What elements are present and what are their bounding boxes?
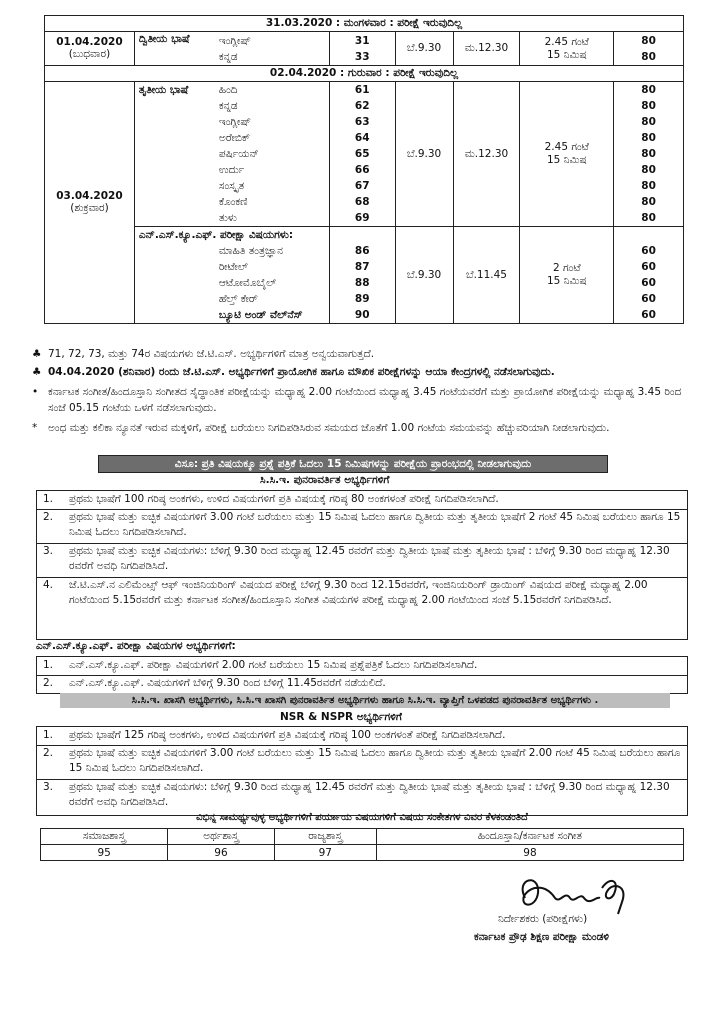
code-cell [329, 82, 395, 227]
alternate-codes-table [40, 828, 684, 861]
code-cell: 96 [168, 845, 274, 861]
subject-name: ಪರ್ಷಿಯನ್ [218, 148, 259, 160]
subject-name: ಆಟೋಮೊಬೈಲ್ [218, 277, 277, 289]
list-item: 2. ಪ್ರಥಮ ಭಾಷೆ ಮತ್ತು ಐಚ್ಛಿಕ ವಿಷಯಗಳಿಗೆ 3.00 ಗಂಟೆ ಬರೆಯಲು ಮತ್ತು 15 ನಿಮಿಷ ಓದಲು ಹಾಗೂ ದ್ವಿತೀಯ ಮತ್ತು ತೃತೀಯ ಭಾಷೆಗೆ 2.00 ಗಂಟೆ 45 ನಿಮಿಷ ಬರೆಯಲು ಹಾಗೂ 15 ನಿಮಿಷ ಓದಲು ನಿಗದಿಪಡಿಸಲಾಗಿದೆ. [37, 745, 687, 778]
nsqf-heading: ಎನ್.ಎಸ್.ಕ್ಯೂ.ಎಫ್. ಪರೀಕ್ಷಾ ವಿಷಯಗಳ ಅಭ್ಯರ್ಥಿಗಳಿಗೆ: [36, 640, 236, 652]
subject-code: 67 [354, 180, 370, 192]
header-cell: ಸಮಾಜಶಾಸ್ತ್ರ [41, 829, 168, 845]
subject-code: 33 [354, 50, 370, 63]
list-item: 3. ಪ್ರಥಮ ಭಾಷೆ ಮತ್ತು ಐಚ್ಛಿಕ ವಿಷಯಗಳು: ಬೆಳಿಗ್ಗೆ 9.30 ರಿಂದ ಮಧ್ಯಾಹ್ನ 12.45 ರವರೆಗೆ ಮತ್ತು ದ್ವಿತೀಯ ಭಾಷೆ ಮತ್ತು ತೃತೀಯ ಭಾಷೆ : ಬೆಳಿಗ್ಗೆ 9.30 ರಿಂದ ಮಧ್ಯಾಹ್ನ 12.30 ರವರೆಗೆ ಅವಧಿ ನಿಗದಿಪಡಿಸಿದೆ. [37, 543, 687, 576]
subject-code: 90 [354, 309, 370, 321]
note-text: ಕರ್ನಾಟಕ ಸಂಗೀತ/ಹಿಂದೂಸ್ತಾನಿ ಸಂಗೀತದ ಸೈದ್ಧಾಂತಿಕ ಪರೀಕ್ಷೆಯನ್ನು ಮಧ್ಯಾಹ್ನ 2.00 ಗಂಟೆಯಿಂದ ಮಧ್ಯಾಹ್ನ 3.45 ಗಂಟೆಯವರೆಗೆ ಮತ್ತು ಪ್ರಾಯೋಗಿಕ ಪರೀಕ್ಷೆಯನ್ನು ಮಧ್ಯಾಹ್ನ 3.45 ರಿಂದ ಸಂಜೆ 05.15 ಗಂಟೆಯ ಒಳಗೆ ನಡೆಸಲಾಗುವುದು. [48, 386, 682, 414]
subject-name: ಕೊಂಕಣಿ [218, 196, 248, 208]
max-marks: 80 [641, 34, 656, 47]
list-item: 2. ಎನ್.ಎಸ್.ಕ್ಯೂ.ಎಫ್. ವಿಷಯಗಳಿಗೆ ಬೆಳಿಗ್ಗೆ 9.30 ರಿಂದ ಬೆಳಿಗ್ಗೆ 11.45ರವರೆಗೆ ನಡೆಯಲಿದೆ. [37, 675, 687, 692]
note-2 [32, 364, 692, 380]
subject-code: 31 [354, 34, 370, 47]
subject-name: ಮಾಹಿತಿ ತಂತ್ರಜ್ಞಾನ [218, 245, 284, 257]
marks-cell [614, 82, 684, 227]
max-marks: 80 [641, 196, 656, 208]
note-1 [32, 346, 692, 362]
weekday-text: (ಬುಧವಾರ) [68, 48, 111, 60]
start-time: ಬೆ.9.30 [395, 82, 453, 227]
no-exam-day-02-04: 02.04.2020 : ಗುರುವಾರ : ಪರೀಕ್ಷೆ ಇರುವುದಿಲ್ಲ [45, 66, 684, 82]
max-marks: 60 [641, 309, 656, 321]
code-cell [329, 227, 395, 324]
exam-timetable [44, 15, 684, 324]
note-text: ಅಂಧ ಮತ್ತು ಕಲಿಕಾ ನ್ಯೂನತೆ ಇರುವ ಮಕ್ಕಳಿಗೆ, ಪರೀಕ್ಷೆ ಬರೆಯಲು ನಿಗದಿಪಡಿಸಿರುವ ಸಮಯದ ಜೊತೆಗೆ 1.00 ಗಂಟೆಯ ಸಮಯವನ್ನು ಹೆಚ್ಚುವರಿಯಾಗಿ ನೀಡಲಾಗುವುದು. [48, 422, 610, 434]
subject-name: ಇಂಗ್ಲೀಷ್ [218, 34, 251, 47]
subject-name: ಕನ್ನಡ [218, 50, 238, 63]
duration-cell [520, 227, 614, 324]
bullet-icon: • [32, 386, 39, 398]
max-marks: 80 [641, 164, 656, 176]
header-cell: ರಾಜ್ಯಶಾಸ್ತ್ರ [274, 829, 376, 845]
signatory-title: ನಿರ್ದೇಶಕರು (ಪರೀಕ್ಷೆಗಳು) [498, 913, 588, 925]
exam-date-01-04 [45, 32, 135, 66]
group-title: ಎನ್.ಎಸ್.ಕ್ಯೂ.ಎಫ್. ಪರೀಕ್ಷಾ ವಿಷಯಗಳು: [138, 229, 294, 241]
duration-cell [520, 82, 614, 227]
subject-code: 61 [354, 84, 370, 96]
list-item: 1. ಎನ್.ಎಸ್.ಕ್ಯೂ.ಎಫ್. ಪರೀಕ್ಷಾ ವಿಷಯಗಳಿಗೆ 2.00 ಗಂಟೆ ಬರೆಯಲು 15 ನಿಮಿಷ ಪ್ರಶ್ನೆಪತ್ರಿಕೆ ಓದಲು ನಿಗದಿಪಡಿಸಲಾಗಿದೆ. [43, 659, 478, 671]
subject-name: ಬ್ಯೂಟಿ ಅಂಡ್ ವೆಲ್‌ನೆಸ್ [218, 309, 303, 321]
weekday-text: (ಶುಕ್ರವಾರ) [70, 202, 109, 214]
subject-name: ಇಂಗ್ಲೀಷ್ [218, 116, 251, 128]
subject-code: 87 [354, 261, 370, 273]
duration-minutes: 15 ನಿಮಿಷ [546, 275, 587, 287]
max-marks: 80 [641, 100, 656, 112]
end-time: ಬೆ.11.45 [453, 227, 520, 324]
board-name: ಕರ್ನಾಟಕ ಪ್ರೌಢ ಶಿಕ್ಷಣ ಪರೀಕ್ಷಾ ಮಂಡಳಿ [474, 931, 609, 943]
list-item: 3. ಪ್ರಥಮ ಭಾಷೆ ಮತ್ತು ಐಚ್ಛಿಕ ವಿಷಯಗಳು: ಬೆಳಿಗ್ಗೆ 9.30 ರಿಂದ ಮಧ್ಯಾಹ್ನ 12.45 ರವರೆಗೆ ಮತ್ತು ದ್ವಿತೀಯ ಭಾಷೆ ಮತ್ತು ತೃತೀಯ ಭಾಷೆ : ಬೆಳಿಗ್ಗೆ 9.30 ರಿಂದ ಮಧ್ಯಾಹ್ನ 12.30 ರವರೆಗೆ ಅವಧಿ ನಿಗದಿಪಡಿಸಿದೆ. [37, 779, 687, 814]
header-cell: ಹಿಂದೂಸ್ತಾನಿ/ಕರ್ನಾಟಕ ಸಂಗೀತ [376, 829, 683, 845]
list-item: 1. ಪ್ರಥಮ ಭಾಷೆಗೆ 125 ಗರಿಷ್ಠ ಅಂಕಗಳು, ಉಳಿದ ವಿಷಯಗಳಿಗೆ ಪ್ರತಿ ವಿಷಯಕ್ಕೆ ಗರಿಷ್ಠ 100 ಅಂಕಗಳಂತೆ ಪರೀಕ್ಷೆ ನಿಗದಿಪಡಿಸಲಾಗಿದೆ. [43, 729, 506, 741]
repeaters-heading: ಸಿ.ಸಿ.ಇ. ಪುನರಾವರ್ತಿತ ಅಭ್ಯರ್ಥಿಗಳಿಗೆ [260, 474, 390, 486]
group-title: ತೃತೀಯ ಭಾಷೆ [138, 84, 189, 96]
code-cell: 98 [376, 845, 683, 861]
max-marks: 80 [641, 148, 656, 160]
subject-name: ಹಿಂದಿ [218, 84, 238, 96]
end-time: ಮ.12.30 [453, 32, 520, 66]
subject-cell [134, 227, 329, 324]
max-marks: 80 [641, 132, 656, 144]
marks-cell [614, 32, 684, 66]
marks-cell [614, 227, 684, 324]
max-marks: 80 [641, 50, 656, 63]
asterisk-icon: * [32, 422, 38, 434]
subject-name: ಸಂಸ್ಕೃತ [218, 180, 245, 192]
subject-code: 69 [354, 212, 370, 224]
subject-cell [134, 32, 329, 66]
subject-code: 89 [354, 293, 370, 305]
note-text: 71, 72, 73, ಮತ್ತು 74ರ ವಿಷಯಗಳು ಜೆ.ಟಿ.ಎಸ್. ಅಭ್ಯರ್ಥಿಗಳಿಗೆ ಮಾತ್ರ ಅನ್ವಯವಾಗುತ್ತದೆ. [48, 348, 375, 360]
duration-minutes: 15 ನಿಮಿಷ [546, 48, 587, 61]
note-text: 04.04.2020 (ಶನಿವಾರ) ರಂದು ಜೆ.ಟಿ.ಎಸ್. ಅಭ್ಯರ್ಥಿಗಳಿಗೆ ಪ್ರಾಯೋಗಿಕ ಹಾಗೂ ಮೌಖಿಕ ಪರೀಕ್ಷೆಗಳನ್ನು ಆಯಾ ಕೇಂದ್ರಗಳಲ್ಲಿ ನಡೆಸಲಾಗುವುದು. [48, 366, 555, 378]
reading-time-banner: ವಿಸೂ: ಪ್ರತಿ ವಿಷಯಕ್ಕೂ ಪ್ರಶ್ನೆ ಪತ್ರಿಕೆ ಓದಲು 15 ನಿಮಿಷಗಳನ್ನು ಪರೀಕ್ಷೆಯ ಪ್ರಾರಂಭದಲ್ಲಿ ನೀಡಲಾಗುವುದು [98, 455, 608, 473]
subject-name: ಹೆಲ್ತ್ ಕೇರ್ [218, 293, 258, 305]
subject-code: 86 [354, 245, 370, 257]
max-marks: 80 [641, 212, 656, 224]
no-exam-day-31-03: 31.03.2020 : ಮಂಗಳವಾರ : ಪರೀಕ್ಷೆ ಇರುವುದಿಲ್ಲ [45, 16, 684, 32]
subject-code: 64 [354, 132, 370, 144]
subject-code: 63 [354, 116, 370, 128]
subject-name: ಉರ್ದು [218, 164, 245, 176]
code-cell [329, 32, 395, 66]
list-item: 1. ಪ್ರಥಮ ಭಾಷೆಗೆ 100 ಗರಿಷ್ಠ ಅಂಕಗಳು, ಉಳಿದ ವಿಷಯಗಳಿಗೆ ಪ್ರತಿ ವಿಷಯಕ್ಕೆ ಗರಿಷ್ಠ 80 ಅಂಕಗಳಂತೆ ಪರೀಕ್ಷೆ ನಿಗದಿಪಡಿಸಲಾಗಿದೆ. [43, 493, 499, 505]
subject-code: 88 [354, 277, 370, 289]
max-marks: 60 [641, 261, 656, 273]
note-3 [32, 384, 692, 416]
exam-date-03-04 [45, 82, 135, 324]
code-cell: 95 [41, 845, 168, 861]
header-cell: ಅರ್ಥಶಾಸ್ತ್ರ [168, 829, 274, 845]
duration-hours: 2 ಗಂಟೆ [552, 262, 581, 274]
date-text: 03.04.2020 [56, 190, 123, 202]
private-candidates-strip: ಸಿ.ಸಿ.ಇ. ಖಾಸಗಿ ಅಭ್ಯರ್ಥಿಗಳು, ಸಿ.ಸಿ.ಇ ಖಾಸಗಿ ಪುನರಾವರ್ತಿತ ಅಭ್ಯರ್ಥಿಗಳು ಹಾಗೂ ಸಿ.ಸಿ.ಇ. ವ್ಯಾಪ್ತಿಗೆ ಒಳಪಡದ ಪುನರಾವರ್ತಿತ ಅಭ್ಯರ್ಥಿಗಳು . [60, 693, 670, 708]
nsr-instructions [36, 726, 688, 816]
subject-code: 68 [354, 196, 370, 208]
max-marks: 80 [641, 84, 656, 96]
club-bullet-icon: ♣ [32, 366, 42, 378]
duration-hours: 2.45 ಗಂಟೆ [544, 141, 589, 153]
max-marks: 60 [641, 245, 656, 257]
duration-minutes: 15 ನಿಮಿಷ [546, 154, 587, 166]
subject-name: ರೀಟೇಲ್ [218, 261, 249, 273]
end-time: ಮ.12.30 [453, 82, 520, 227]
subject-name: ಕನ್ನಡ [218, 100, 238, 112]
subject-code: 66 [354, 164, 370, 176]
subject-name: ತುಳು [218, 212, 237, 224]
start-time: ಬೆ.9.30 [395, 32, 453, 66]
date-text: 01.04.2020 [56, 36, 123, 48]
subject-code: 65 [354, 148, 370, 160]
max-marks: 80 [641, 180, 656, 192]
code-cell: 97 [274, 845, 376, 861]
repeaters-instructions [36, 490, 688, 640]
subject-name: ಅರೇಬಿಕ್ [218, 132, 251, 144]
subject-cell [134, 82, 329, 227]
max-marks: 60 [641, 277, 656, 289]
group-title: ದ್ವಿತೀಯ ಭಾಷೆ [138, 32, 190, 45]
list-item: 4. ಜೆ.ಟಿ.ಎಸ್.ನ ಎಲಿಮೆಂಟ್ಸ್ ಆಫ್ ಇಂಜಿನಿಯರಿಂಗ್ ವಿಷಯದ ಪರೀಕ್ಷೆ ಬೆಳಿಗ್ಗೆ 9.30 ರಿಂದ 12.15ರವರೆಗೆ, ಇಂಜಿನಿಯರಿಂಗ್ ಡ್ರಾಯಿಂಗ್ ವಿಷಯದ ಪರೀಕ್ಷೆ ಮಧ್ಯಾಹ್ನ 2.00 ಗಂಟೆಯಿಂದ 5.15ರವರೆಗೆ ಮತ್ತು ಕರ್ನಾಟಕ ಸಂಗೀತ/ಹಿಂದೂಸ್ತಾನಿ ಸಂಗೀತ ವಿಷಯಗಳ ಪರೀಕ್ಷೆ ಮಧ್ಯಾಹ್ನ 2.00 ಗಂಟೆಯಿಂದ ಸಂಜೆ 5.15ರವರೆಗೆ ನಿಗದಿಪಡಿಸಿದೆ. [37, 577, 687, 638]
subject-code: 62 [354, 100, 370, 112]
max-marks: 60 [641, 293, 656, 305]
list-item: 2. ಪ್ರಥಮ ಭಾಷೆ ಮತ್ತು ಐಚ್ಛಿಕ ವಿಷಯಗಳಿಗೆ 3.00 ಗಂಟೆ ಬರೆಯಲು ಮತ್ತು 15 ನಿಮಿಷ ಓದಲು ಹಾಗೂ ದ್ವಿತೀಯ ಮತ್ತು ತೃತೀಯ ಭಾಷೆಗೆ 2 ಗಂಟೆ 45 ನಿಮಿಷ ಬರೆಯಲು ಹಾಗೂ 15 ನಿಮಿಷ ಓದಲು ನಿಗದಿಪಡಿಸಲಾಗಿದೆ. [37, 509, 687, 542]
start-time: ಬೆ.9.30 [395, 227, 453, 324]
note-4 [32, 420, 692, 452]
duration-hours: 2.45 ಗಂಟೆ [544, 35, 589, 48]
nsr-heading: NSR & NSPR ಅಭ್ಯರ್ಥಿಗಳಿಗೆ [280, 711, 402, 723]
max-marks: 80 [641, 116, 656, 128]
alternate-codes-heading: ವಿಭಿನ್ನ ಸಾಮರ್ಥ್ಯವುಳ್ಳ ಅಭ್ಯರ್ಥಿಗಳಿಗೆ ಪರ್ಯಾಯ ವಿಷಯಗಳಿಗೆ ವಿಷಯ ಸಂಕೇತಗಳ ವಿವರ ಕೆಳಕಂಡಂತಿದೆ [196, 812, 528, 823]
nsqf-instructions [36, 656, 688, 694]
club-bullet-icon: ♣ [32, 348, 42, 360]
duration-cell [520, 32, 614, 66]
